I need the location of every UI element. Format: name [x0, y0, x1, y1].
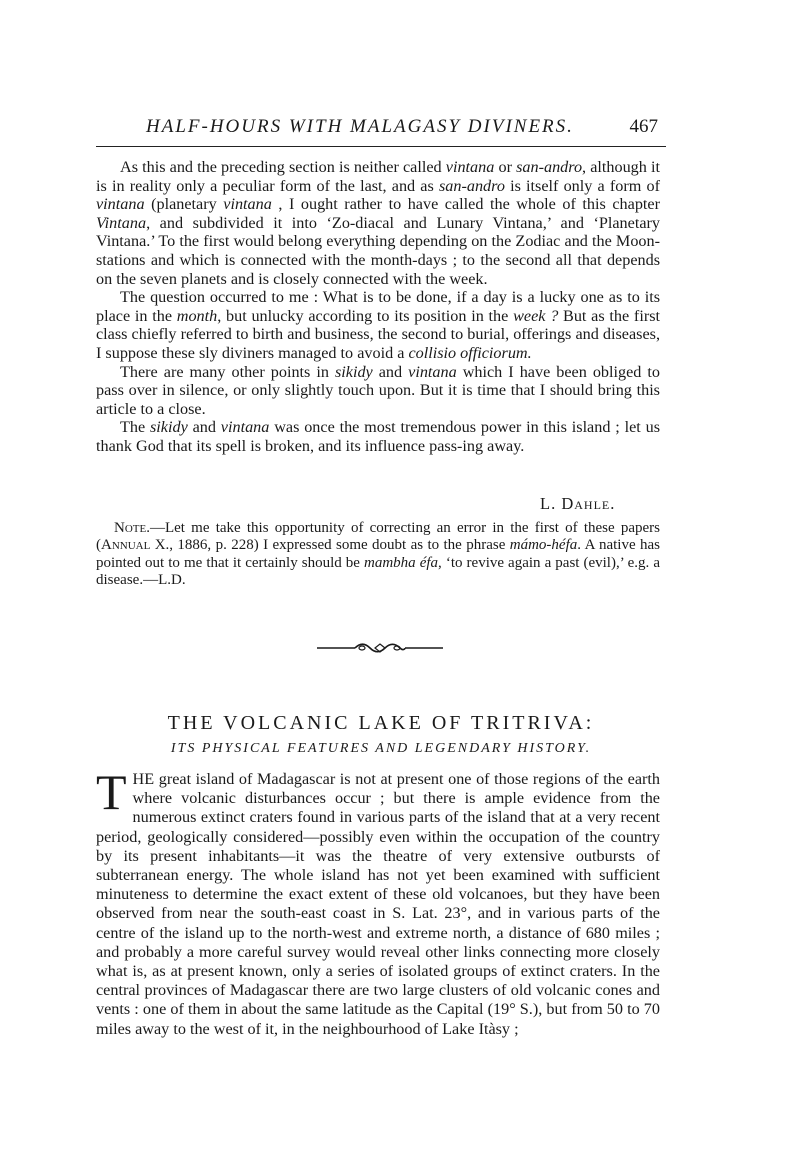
text-run: vintana	[96, 195, 145, 214]
running-header	[96, 112, 666, 147]
text-run: which I have been obliged to pass over in silence, or only slightly touch upon. But it is time that I should bring this article to a close.	[96, 362, 660, 418]
text-run: , ‘to revive again a past (evil),’ e.g. a disease.—	[96, 554, 661, 589]
text-run: . A native has pointed out to me that it certainly should be	[96, 537, 660, 571]
text-run: collisio officiorum.	[408, 343, 532, 362]
text-run: Note.	[114, 520, 150, 536]
text-run: or	[494, 158, 517, 176]
text-run: The question occurred to me : What is to be done, if a day is a lucky one as to its place in the	[96, 288, 660, 325]
text-run: , I ought rather to have called the whole of this chapter	[271, 195, 660, 214]
paragraph	[96, 288, 660, 362]
text-run: vintana	[223, 195, 272, 214]
flourish-ornament-icon	[315, 640, 445, 656]
text-run: mámo-héfa	[509, 537, 578, 554]
author-signature: L. Dahle.	[540, 494, 616, 513]
article-body-text: HE great island of Madagascar is not at present one of those regions of the earth where volcanic disturbances occur ; but there is ample evidence from the numerous extinct craters found in various parts of the island that at a very recent period, geologically considered—possibly even within the occupation of the country by its present inhabitants—it was the theatre of very extensive outbursts of subterranean energy. The whole island has not yet been examined with sufficient minuteness to determine the exact extent of these old volcanoes, but they have been observed from near the south-east coast in S. Lat. 23°, and in various parts of the centre of the island up to the north-west and extreme north, a distance of 680 miles ; and probably a more careful survey would reveal other links connecting more closely what is, as at present known, only a series of isolated groups of extinct craters. In the central provinces of Madagascar there are two large clusters of old volcanic cones and vents : one of them in about the same latitude as the Capital (19° S.), but from 50 to 70 miles away to the west of it, in the neighbourhood of Lake Itàsy ;	[96, 770, 660, 1038]
article-paragraph	[96, 764, 660, 1039]
text-run: —Let me take this opportunity of correcting an error in the first of these papers (	[96, 520, 660, 554]
text-run: As this and the preceding section is neither called	[120, 158, 446, 176]
text-run: month	[176, 306, 218, 325]
text-run: Annual X.	[101, 537, 170, 554]
drop-cap: T	[96, 764, 127, 820]
text-run: , although it is in reality only a peculiar form of the last, and as	[96, 158, 661, 195]
text-run: san-andro	[438, 176, 505, 195]
text-run: sikidy	[334, 362, 373, 381]
article-title: THE VOLCANIC LAKE OF TRITRIVA:	[167, 712, 595, 734]
text-run: mambha éfa	[364, 554, 439, 571]
text-run: san-andro	[516, 158, 583, 176]
page-number: 467	[629, 116, 658, 137]
text-run: vintana	[220, 418, 270, 437]
footnote	[96, 520, 660, 590]
printers-flourish	[315, 640, 445, 661]
article-body	[96, 764, 660, 1039]
article-subtitle: ITS PHYSICAL FEATURES AND LEGENDARY HISTORY.	[170, 741, 592, 756]
text-run: and	[372, 362, 409, 381]
text-run: , 1886, p. 228) I expressed some doubt as to the phrase	[169, 537, 510, 554]
running-title: HALF-HOURS WITH MALAGASY DIVINERS.	[146, 116, 574, 137]
text-run: L.D.	[158, 572, 186, 589]
text-run: (planetary	[144, 195, 224, 214]
text-run: sikidy	[150, 418, 188, 437]
text-run: is itself only a form of	[504, 176, 661, 195]
text-run: Vintana	[96, 213, 147, 232]
text-run: week ?	[513, 306, 559, 325]
text-run: , but unlucky according to its position in the	[217, 306, 514, 325]
text-run: was once the most tremendous power in this island ; let us thank God that its spell is broken, and its influence pass-ing away.	[96, 418, 660, 455]
diviners-section-text	[96, 158, 660, 456]
paragraph	[96, 158, 660, 288]
text-run: vintana	[445, 158, 495, 176]
paragraph	[96, 363, 660, 419]
text-run: , and subdivided it into ‘Zo-diacal and Lunary Vintana,’ and ‘Planetary Vintana.’ To the first would belong everything depending on the Zodiac and the Moon-stations and which is connected with the month-days ; to the second all that depends on the seven planets and is closely connected with the week.	[96, 213, 660, 288]
note-text	[96, 520, 660, 590]
paragraph	[96, 418, 660, 455]
text-run: The	[120, 418, 150, 437]
text-run: But as the first class chiefly referred to birth and business, the second to burial, offerings and diseases, I suppose these sly diviners managed to avoid a	[96, 306, 661, 362]
text-run: There are many other points in	[120, 362, 335, 381]
text-run: and	[187, 418, 221, 437]
text-run: vintana	[408, 362, 457, 381]
